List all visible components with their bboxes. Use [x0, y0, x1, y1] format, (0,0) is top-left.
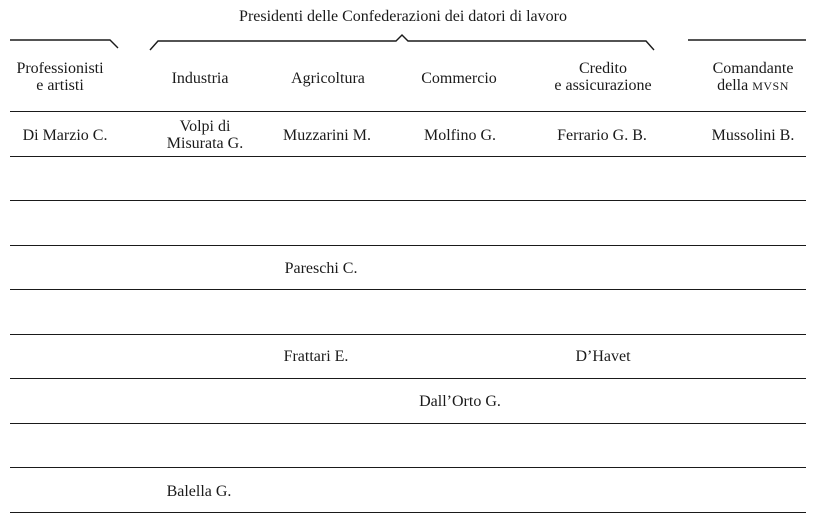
row-rule [10, 245, 806, 246]
row-rule [10, 378, 806, 379]
cell-agricoltura: Pareschi C. [284, 260, 358, 277]
row-rule [10, 156, 806, 157]
cell-industria: Volpi di Misurata G. [166, 118, 244, 152]
header-comandante: Comandante della MVSN [712, 60, 794, 94]
header-rule [10, 111, 806, 112]
cell-professionisti: Di Marzio C. [22, 127, 108, 144]
header-industria: Industria [171, 70, 229, 87]
header-commercio: Commercio [421, 70, 497, 87]
row-rule [10, 334, 806, 335]
header-agricoltura: Agricoltura [291, 70, 365, 87]
cell-agricoltura: Frattari E. [283, 348, 349, 365]
row-rule [10, 200, 806, 201]
cell-commercio: Dall’Orto G. [419, 393, 501, 410]
header-credito: Credito e assicurazione [554, 60, 652, 94]
row-rule [10, 289, 806, 290]
row-rule [10, 423, 806, 424]
cell-industria: Balella G. [166, 483, 232, 500]
cell-commercio: Molfino G. [424, 127, 496, 144]
cell-credito: Ferrario G. B. [557, 127, 647, 144]
row-rule [10, 467, 806, 468]
cell-agricoltura: Muzzarini M. [283, 127, 371, 144]
header-professionisti: Professionisti e artisti [16, 60, 104, 94]
cell-credito: D’Havet [575, 348, 631, 365]
table-group-caption: Presidenti delle Confederazioni dei datori di lavoro [239, 8, 567, 25]
row-rule [10, 512, 806, 513]
cell-comandante: Mussolini B. [711, 127, 795, 144]
